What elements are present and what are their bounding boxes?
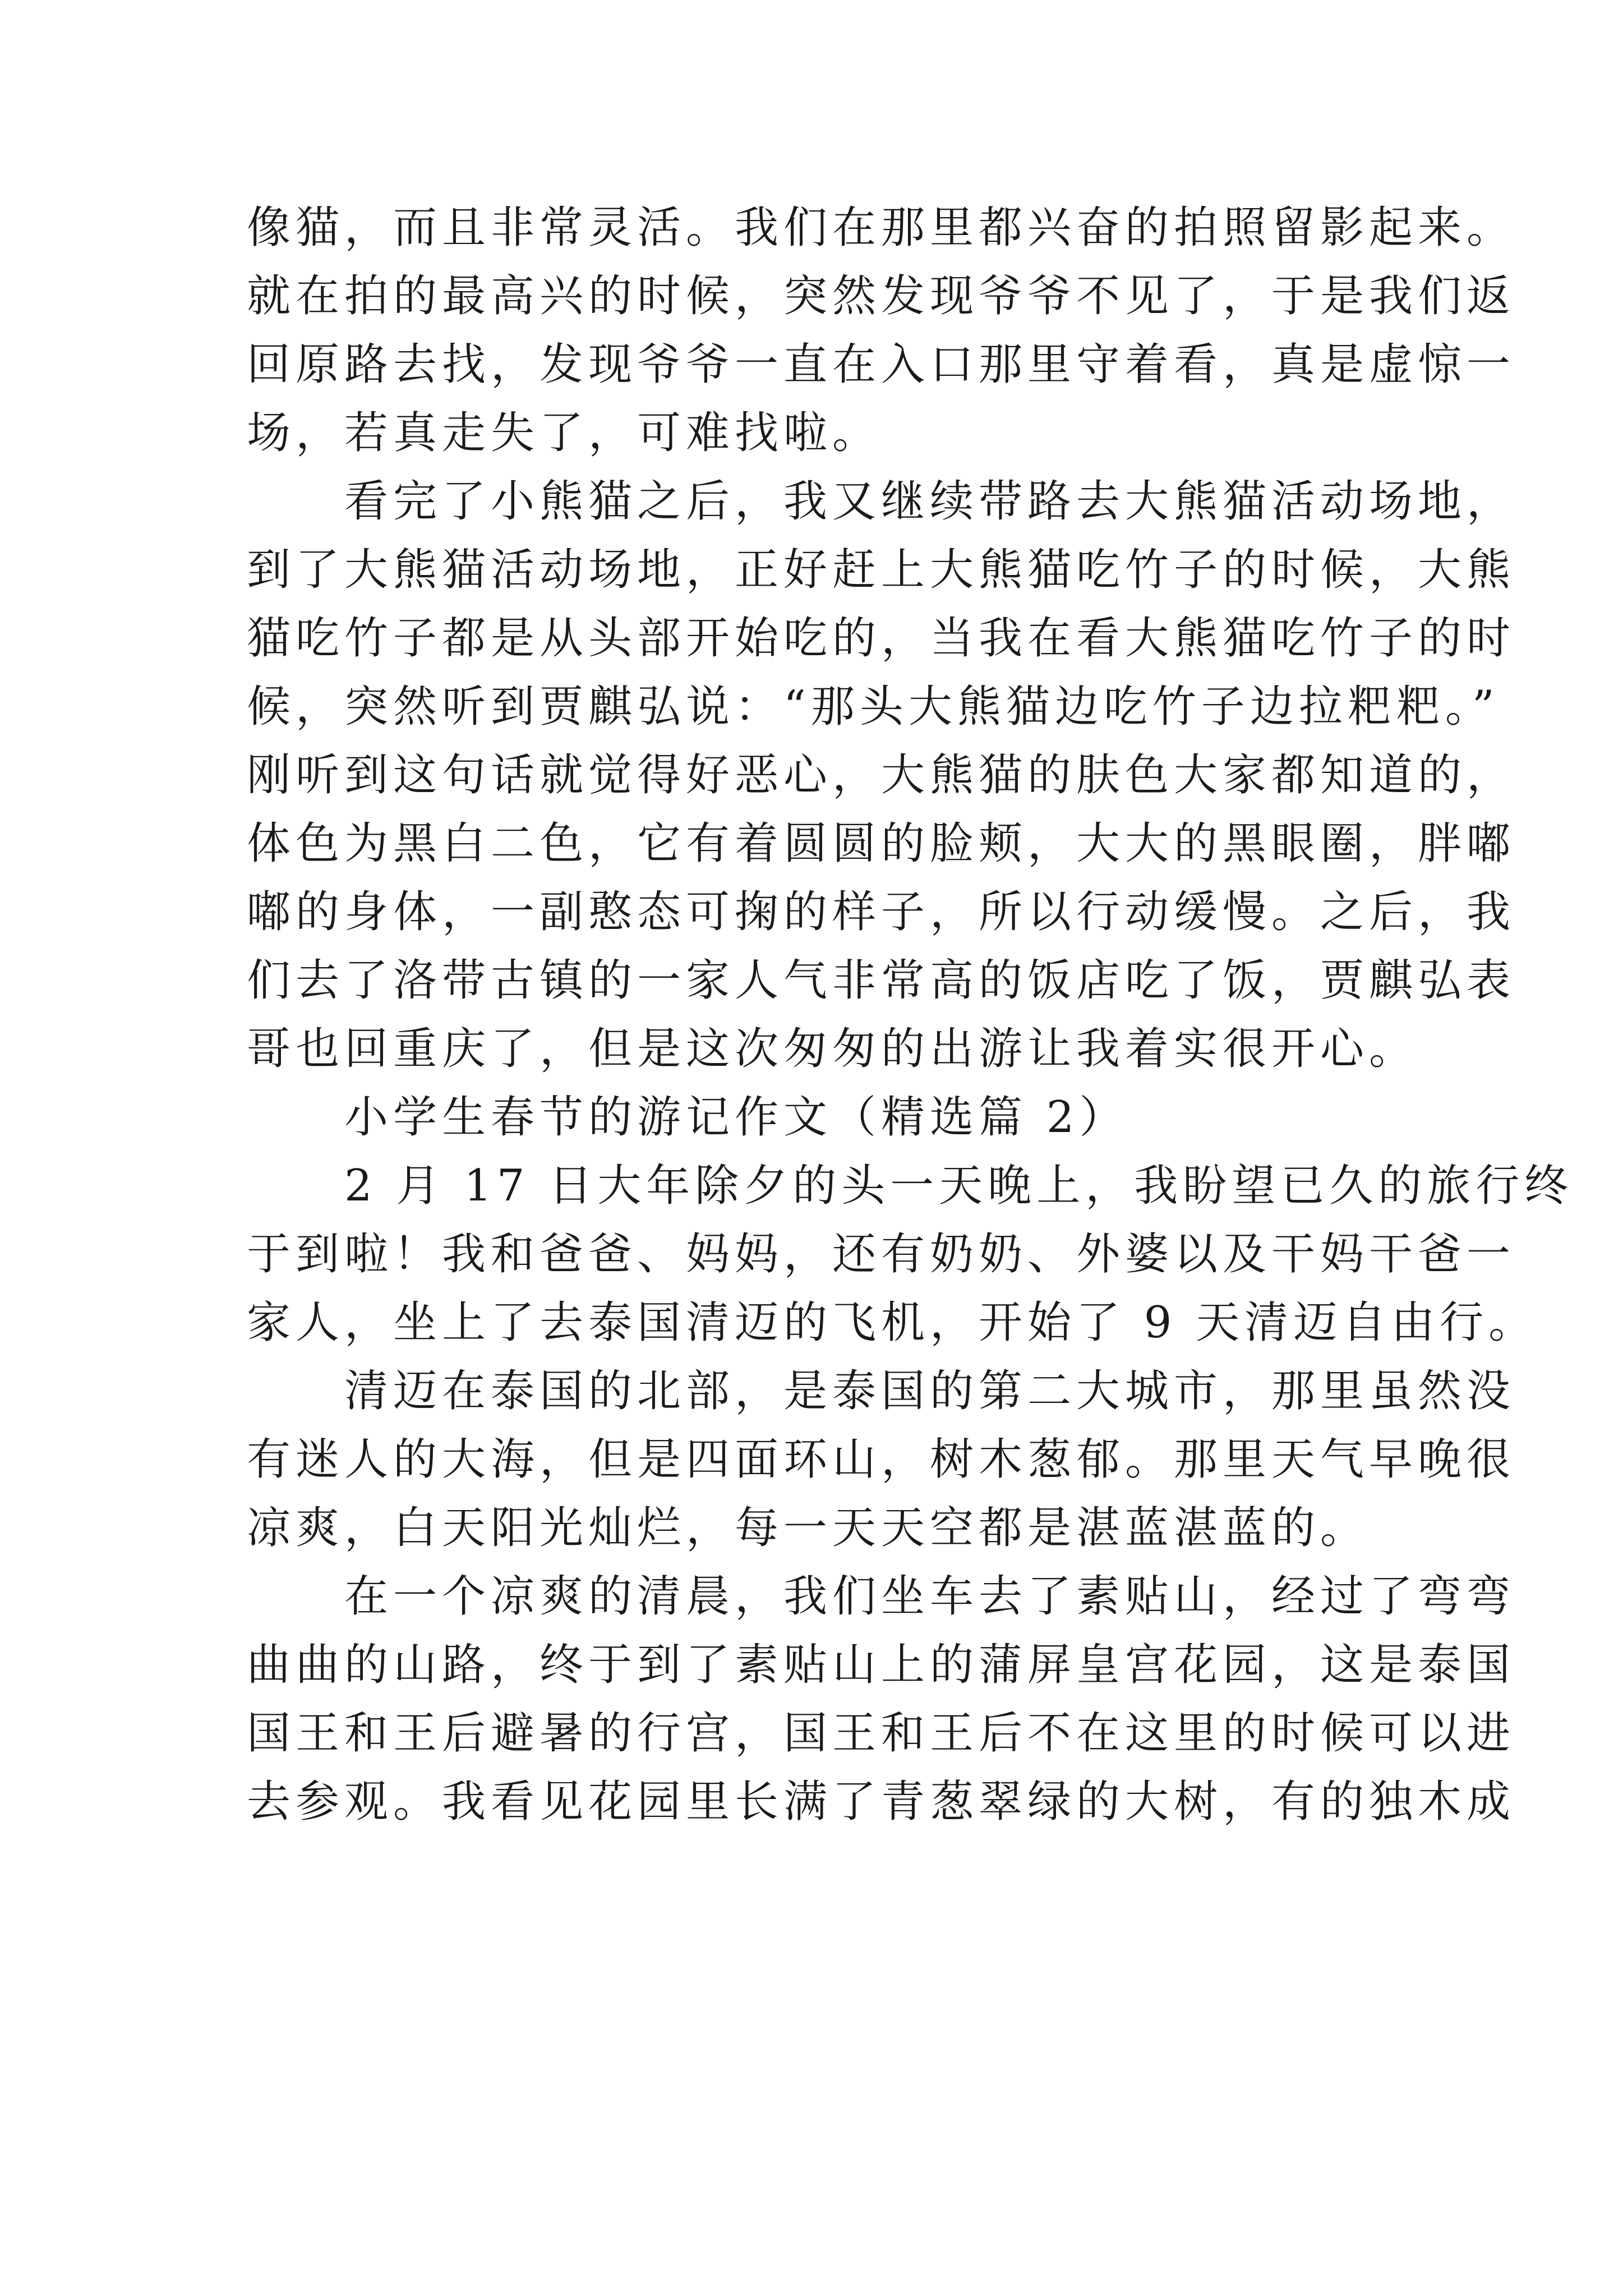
- text-line: 去参观。我看见花园里长满了青葱翠绿的大树，有的独木成: [247, 1777, 1516, 1827]
- section-heading: 小学生春节的游记作文（精选篇 2）: [247, 1092, 1128, 1143]
- text-line: 们去了洛带古镇的一家人气非常高的饭店吃了饭，贾麒弘表: [247, 955, 1516, 1006]
- text-line: 在一个凉爽的清晨，我们坐车去了素贴山，经过了弯弯: [247, 1571, 1516, 1622]
- text-line: 于到啦！我和爸爸、妈妈，还有奶奶、外婆以及干妈干爸一: [247, 1229, 1516, 1280]
- text-line: 看完了小熊猫之后，我又继续带路去大熊猫活动场地，: [247, 476, 1516, 527]
- text-line: 国王和王后避暑的行宫，国王和王后不在这里的时候可以进: [247, 1708, 1516, 1759]
- text-line: 像猫，而且非常灵活。我们在那里都兴奋的拍照留影起来。: [247, 203, 1516, 253]
- text-line: 体色为黑白二色，它有着圆圆的脸颊，大大的黑眼圈，胖嘟: [247, 818, 1516, 869]
- text-line: 有迷人的大海，但是四面环山，树木葱郁。那里天气早晚很: [247, 1434, 1516, 1485]
- text-line: 嘟的身体，一副憨态可掬的样子，所以行动缓慢。之后，我: [247, 887, 1516, 937]
- text-line: 候，突然听到贾麒弘说：“那头大熊猫边吃竹子边拉粑粑。”: [247, 682, 1500, 732]
- text-line: 哥也回重庆了，但是这次匆匆的出游让我着实很开心。: [247, 1024, 1418, 1074]
- text-line: 清迈在泰国的北部，是泰国的第二大城市，那里虽然没: [247, 1366, 1516, 1416]
- essay-text-body: [247, 194, 1574, 1836]
- text-line: 猫吃竹子都是从头部开始吃的，当我在看大熊猫吃竹子的时: [247, 613, 1516, 664]
- text-line: 就在拍的最高兴的时候，突然发现爷爷不见了，于是我们返: [247, 271, 1516, 321]
- text-line: 2 月 17 日大年除夕的头一天晚上，我盼望已久的旅行终: [247, 1161, 1574, 1211]
- text-line: 曲曲的山路，终于到了素贴山上的蒲屏皇宫花园，这是泰国: [247, 1640, 1516, 1690]
- text-line: 场，若真走失了，可难找啦。: [247, 408, 882, 458]
- text-line: 凉爽，白天阳光灿烂，每一天天空都是湛蓝湛蓝的。: [247, 1503, 1370, 1553]
- text-line: 回原路去找，发现爷爷一直在入口那里守着看，真是虚惊一: [247, 339, 1516, 390]
- text-line: 到了大熊猫活动场地，正好赶上大熊猫吃竹子的时候，大熊: [247, 545, 1516, 595]
- text-line: 家人，坐上了去泰国清迈的飞机，开始了 9 天清迈自由行。: [247, 1297, 1538, 1348]
- text-line: 刚听到这句话就觉得好恶心，大熊猫的肤色大家都知道的，: [247, 750, 1516, 800]
